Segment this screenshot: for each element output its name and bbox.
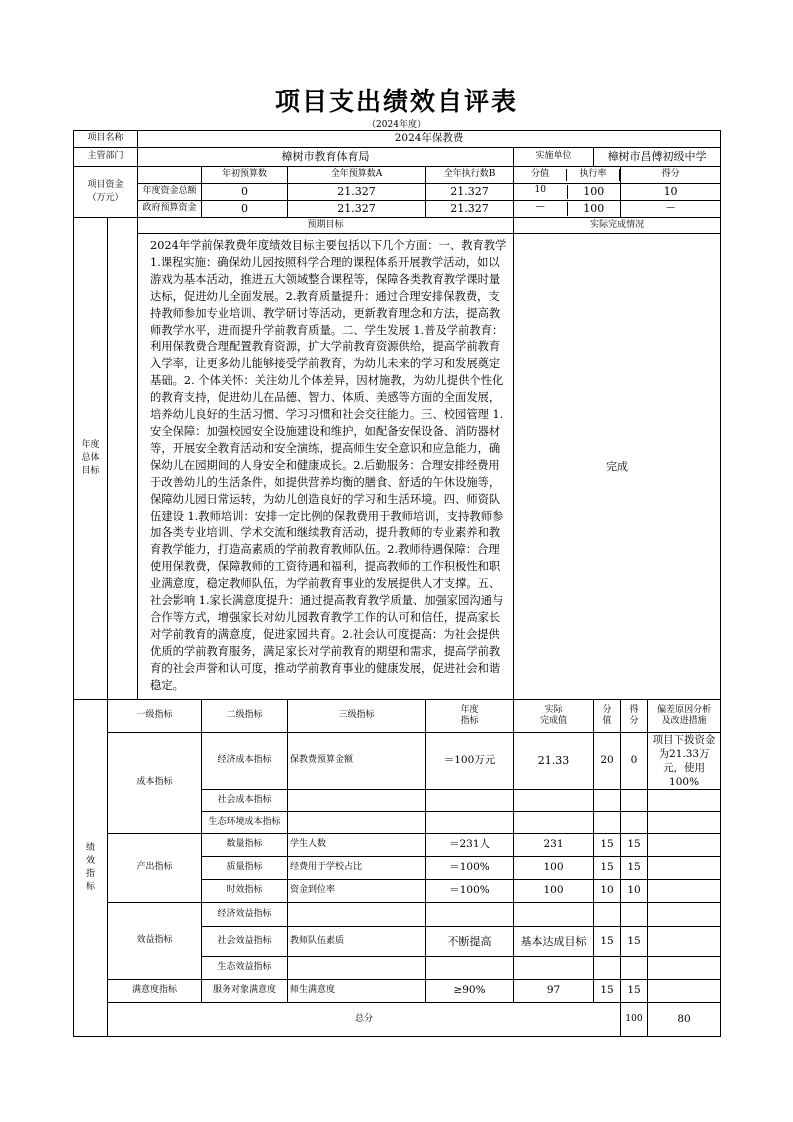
score-cell: 15 (621, 927, 648, 957)
header-level3: 三级指标 (288, 700, 426, 733)
funds-executed: 21.327 (426, 201, 514, 218)
cost-indicator-label: 成本指标 (108, 733, 202, 834)
funds-row-name: 政府预算资金 (138, 201, 202, 218)
header-score: 得 分 (621, 700, 648, 733)
score-cell: 15 (621, 980, 648, 1003)
funds-score: 10 (621, 184, 721, 201)
goals-actual-text: 完成 (514, 234, 721, 700)
indicator-row-quantity (74, 834, 721, 857)
level3-cell: 教师队伍素质 (288, 927, 426, 957)
level3-cell: 资金到位率 (288, 880, 426, 903)
page-title: 项目支出绩效自评表 (274, 87, 518, 116)
header-target: 年度 指标 (426, 700, 514, 733)
funds-annual: 21.327 (288, 184, 426, 201)
dept-label: 主管部门 (74, 148, 138, 167)
total-score: 80 (648, 1003, 721, 1037)
indicators-header-row (74, 700, 721, 733)
funds-rate: 100 (583, 185, 605, 199)
actual-cell: 21.33 (514, 733, 594, 790)
target-cell: ＝100% (426, 857, 514, 880)
score-cell: 15 (621, 857, 648, 880)
level2-cell: 生态环境成本指标 (202, 812, 288, 834)
note-cell: 项目下拨资金为21.33万元，使用100% (648, 733, 721, 790)
funds-header-initial: 年初预算数 (202, 167, 288, 184)
level3-cell: 经费用于学校占比 (288, 857, 426, 880)
level2-cell: 社会效益指标 (202, 927, 288, 957)
header-level2: 二级指标 (202, 700, 288, 733)
funds-row-total (74, 184, 721, 201)
funds-executed: 21.327 (426, 184, 514, 201)
project-name-label: 项目名称 (74, 131, 138, 148)
goals-expected-text: 2024年学前保教费年度绩效目标主要包括以下几个方面：一、教育教学 1.课程实施：确保幼儿园按照科学合理的课程体系开展教学活动，如以游戏为基本活动，推进五大领域整合课程等，保障各类教育教学课时量达标，促进幼儿全面发展。2.教育质量提升：通过合理安排保教费，支持教师参加专业培训、教学研讨等活动，更新教育理念和方法，提高教师教学水平，进而提升学前教育质量。二、学生发展 1.普及学前教育：利用保教费合理配置教育资源，扩大学前教育资源供给，提高学前教育入学率，让更多幼儿能够接受学前教育，为幼儿未来的学习和发展奠定基础。2. 个体关怀：关注幼儿个体差异，因材施教，为幼儿提供个性化的教育支持，促进幼儿在品德、智力、体质、美感等方面的全面发展，培养幼儿良好的生活习惯、学习习惯和社会交往能力。三、校园管理 1.安全保障：加强校园安全设施建设和维护，如配备安保设备、消防器材等，开展安全教育活动和安全演练，提高师生安全意识和应急能力，确保幼儿在园期间的人身安全和健康成长。2.后勤服务：合理安排经费用于改善幼儿的生活条件，如提供营养均衡的膳食、舒适的午休设施等，保障幼儿园日常运转，为幼儿创造良好的学习和生活环境。四、师资队伍建设 1.教师培训：安排一定比例的保教费用于教师培训，支持教师参加各类专业培训、学术交流和继续教育活动，提升教师的专业素养和教育教学能力，打造高素质的学前教育教师队伍。2.教师待遇保障：合理使用保教费，保障教师的工资待遇和福利，提高教师的工作积极性和职业满意度，稳定教师队伍，为学前教育事业的发展提供人才支撑。五、社会影响 1.家长满意度提升：通过提高教育教学质量、加强家园沟通与合作等方式，增强家长对幼儿园教育教学工作的认可和信任，提高家长对学前教育的满意度，促进家园共育。2.社会认可度提高：为社会提供优质的学前教育服务，满足家长对学前教育的期望和需求，提高学前教育的社会声誉和认可度，推动学前教育事业的健康发展，促进社会和谐稳定。 (138, 234, 514, 700)
funds-header-executed: 全年执行数B (426, 167, 514, 184)
target-cell: 不断提高 (426, 927, 514, 957)
project-name-row (74, 131, 721, 148)
score-value-cell: 15 (594, 927, 621, 957)
indicator-row-satisfaction (74, 980, 721, 1003)
level3-cell: 保教费预算金额 (288, 733, 426, 790)
level2-cell: 社会成本指标 (202, 790, 288, 812)
score-cell: 10 (621, 880, 648, 903)
score-cell: 15 (621, 834, 648, 857)
level2-cell: 质量指标 (202, 857, 288, 880)
funds-header-rate: 执行率 (567, 169, 620, 180)
score-value-cell: 15 (594, 980, 621, 1003)
indicators-side-label: 绩 效 指 标 (74, 700, 108, 1037)
level2-cell: 生态效益指标 (202, 957, 288, 980)
level2-cell: 数量指标 (202, 834, 288, 857)
goals-expected-header: 预期目标 (138, 218, 514, 234)
level2-cell: 经济成本指标 (202, 733, 288, 790)
output-indicator-label: 产出指标 (108, 834, 202, 903)
funds-score-value: 10 (514, 185, 568, 199)
target-cell: ＝100万元 (426, 733, 514, 790)
actual-cell: 100 (514, 857, 594, 880)
department-row (74, 148, 721, 167)
actual-cell: 100 (514, 880, 594, 903)
actual-cell: 基本达成目标 (514, 927, 594, 957)
indicator-row-economic-benefit (74, 903, 721, 927)
goals-side-label: 年度 总体 目标 (74, 218, 108, 700)
funds-score: — (621, 201, 721, 218)
target-cell: ＝231人 (426, 834, 514, 857)
level2-cell: 时效指标 (202, 880, 288, 903)
benefit-indicator-label: 效益指标 (108, 903, 202, 980)
header-actual: 实际 完成值 (514, 700, 594, 733)
project-name-value: 2024年保教费 (138, 131, 721, 148)
unit-label: 实施单位 (514, 148, 594, 167)
funds-rate: 100 (583, 202, 605, 216)
level3-cell: 学生人数 (288, 834, 426, 857)
satisfaction-indicator-label: 满意度指标 (108, 980, 202, 1003)
funds-initial: 0 (202, 201, 288, 218)
goals-header-row (74, 218, 721, 234)
performance-evaluation-table (73, 130, 721, 1037)
header-score-value: 分 值 (594, 700, 621, 733)
header-note: 偏差原因分析 及改进措施 (648, 700, 721, 733)
score-value-cell: 15 (594, 834, 621, 857)
actual-cell: 231 (514, 834, 594, 857)
actual-cell: 97 (514, 980, 594, 1003)
level2-cell: 经济效益指标 (202, 903, 288, 927)
total-label: 总分 (108, 1003, 621, 1037)
total-row (74, 1003, 721, 1037)
goals-content-row (74, 234, 721, 700)
funds-header-row (74, 167, 721, 184)
funds-header-annual: 全年预算数A (288, 167, 426, 184)
header-level1: 一级指标 (108, 700, 202, 733)
score-value-cell: 20 (594, 733, 621, 790)
funds-score-value: — (514, 202, 568, 216)
goals-actual-header: 实际完成情况 (514, 218, 721, 234)
score-value-cell: 15 (594, 857, 621, 880)
indicator-row-economic-cost (74, 733, 721, 790)
score-value-cell: 10 (594, 880, 621, 903)
funds-row-government (74, 201, 721, 218)
level3-cell: 师生满意度 (288, 980, 426, 1003)
total-score-value: 100 (621, 1003, 648, 1037)
funds-row-name: 年度资金总额 (138, 184, 202, 201)
target-cell: ≥90% (426, 980, 514, 1003)
level2-cell: 服务对象满意度 (202, 980, 288, 1003)
score-cell: 0 (621, 733, 648, 790)
funds-label: 项目资金 （万元） (74, 167, 138, 218)
funds-header-score: 得分 (621, 167, 721, 184)
funds-header-blank (138, 167, 202, 184)
funds-initial: 0 (202, 184, 288, 201)
target-cell: ＝100% (426, 880, 514, 903)
report-year: （2024年度） (367, 120, 426, 130)
funds-header-score-value: 分值 (514, 169, 567, 180)
funds-annual: 21.327 (288, 201, 426, 218)
dept-value: 樟树市教育体育局 (138, 148, 514, 167)
unit-value: 樟树市昌傅初级中学 (594, 148, 721, 167)
